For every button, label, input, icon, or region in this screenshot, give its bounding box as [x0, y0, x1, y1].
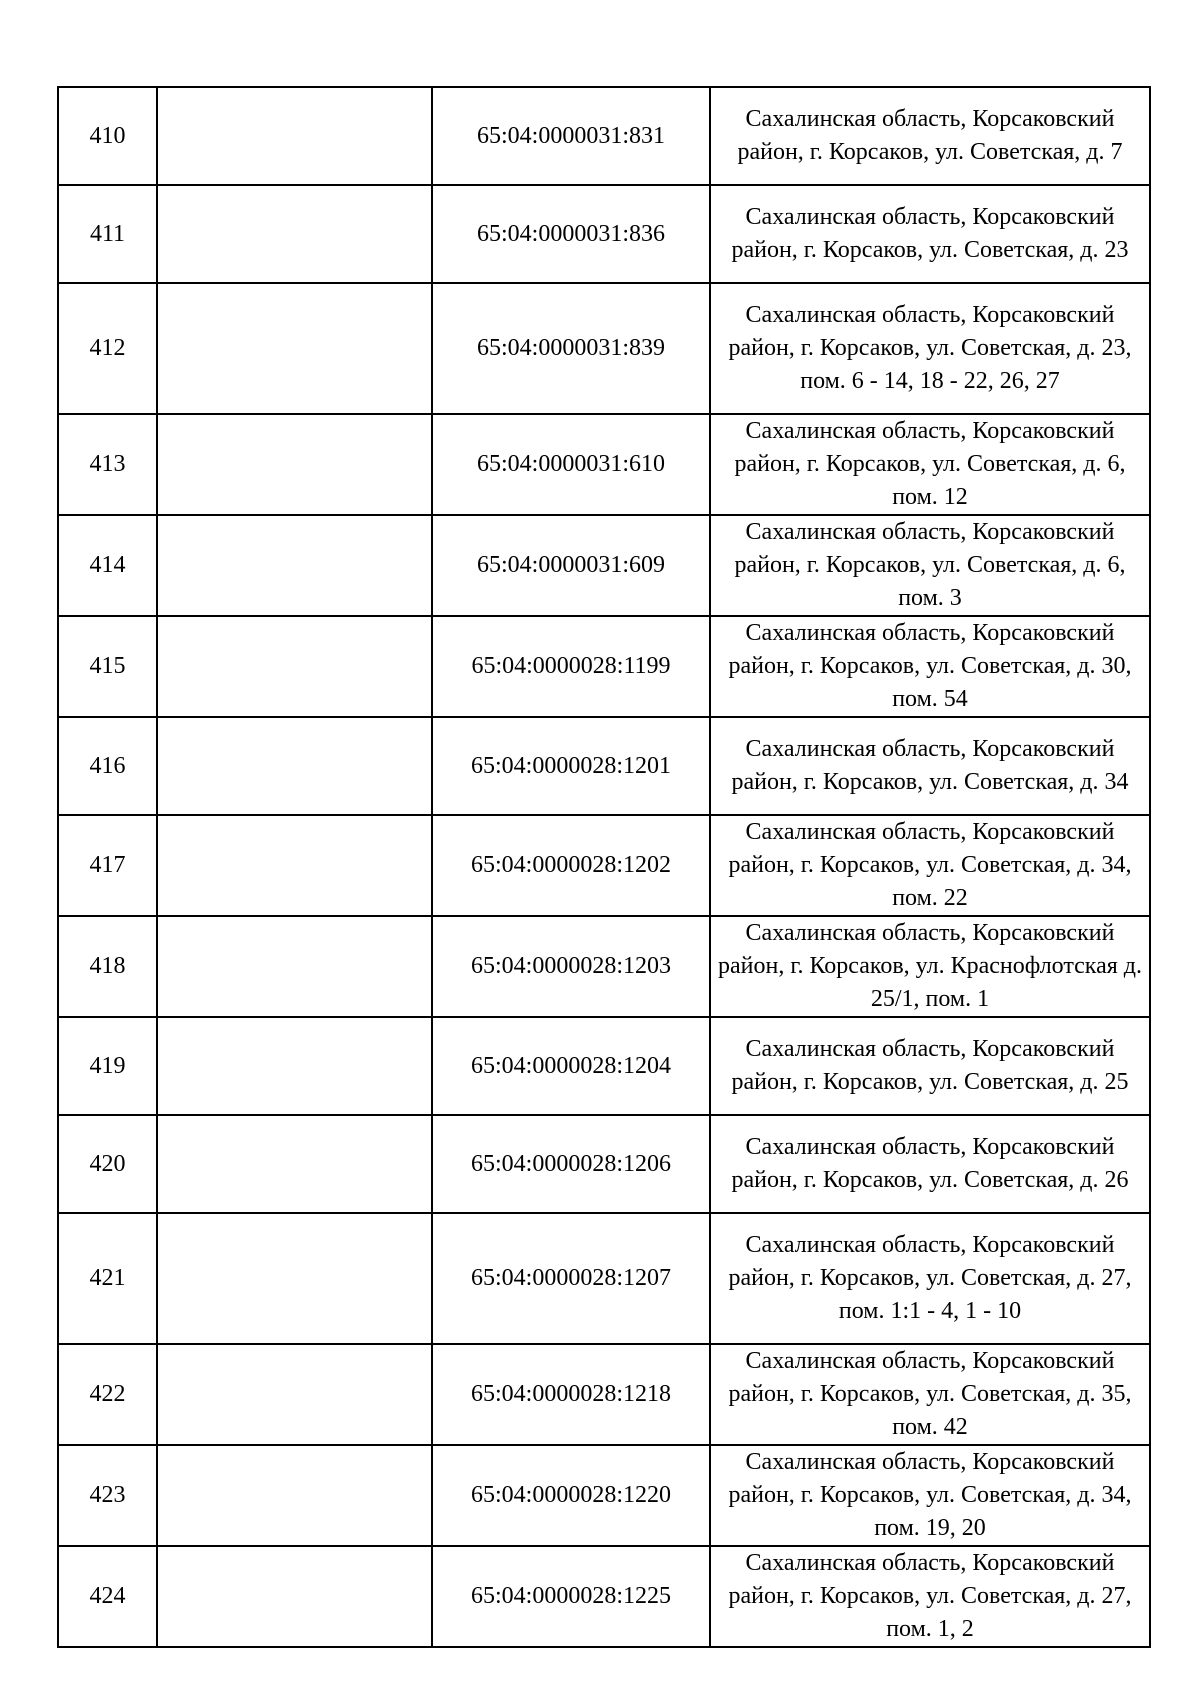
table-row	[58, 815, 1150, 916]
row-number: 415	[58, 616, 157, 717]
address: Сахалинская область, Корсаковский район, г. Корсаков, ул. Советская, д. 23, пом. 6 - 14, 18 - 22, 26, 27	[710, 283, 1150, 414]
object-name	[157, 515, 432, 616]
table-row	[58, 185, 1150, 283]
object-name	[157, 1344, 432, 1445]
table-row	[58, 717, 1150, 815]
cadastral-number: 65:04:0000031:610	[432, 414, 710, 515]
address: Сахалинская область, Корсаковский район, г. Корсаков, ул. Советская, д. 6, пом. 12	[710, 414, 1150, 515]
address: Сахалинская область, Корсаковский район, г. Корсаков, ул. Советская, д. 35, пом. 42	[710, 1344, 1150, 1445]
row-number: 421	[58, 1213, 157, 1344]
table-row	[58, 916, 1150, 1017]
address: Сахалинская область, Корсаковский район, г. Корсаков, ул. Советская, д. 34	[710, 717, 1150, 815]
cadastral-number: 65:04:0000028:1225	[432, 1546, 710, 1647]
row-number: 411	[58, 185, 157, 283]
address: Сахалинская область, Корсаковский район, г. Корсаков, ул. Советская, д. 27, пом. 1:1 - 4, 1 - 10	[710, 1213, 1150, 1344]
object-name	[157, 283, 432, 414]
cadastral-number: 65:04:0000028:1203	[432, 916, 710, 1017]
address: Сахалинская область, Корсаковский район, г. Корсаков, ул. Советская, д. 23	[710, 185, 1150, 283]
row-number: 410	[58, 87, 157, 185]
object-name	[157, 717, 432, 815]
object-name	[157, 87, 432, 185]
object-name	[157, 1445, 432, 1546]
object-name	[157, 1546, 432, 1647]
address: Сахалинская область, Корсаковский район, г. Корсаков, ул. Советская, д. 7	[710, 87, 1150, 185]
cadastral-number: 65:04:0000031:839	[432, 283, 710, 414]
row-number: 423	[58, 1445, 157, 1546]
row-number: 420	[58, 1115, 157, 1213]
row-number: 416	[58, 717, 157, 815]
cadastral-number: 65:04:0000028:1206	[432, 1115, 710, 1213]
table-row	[58, 616, 1150, 717]
object-name	[157, 815, 432, 916]
object-name	[157, 616, 432, 717]
row-number: 418	[58, 916, 157, 1017]
object-name	[157, 414, 432, 515]
table-row	[58, 414, 1150, 515]
cadastral-number: 65:04:0000028:1218	[432, 1344, 710, 1445]
row-number: 424	[58, 1546, 157, 1647]
object-name	[157, 1213, 432, 1344]
object-name	[157, 916, 432, 1017]
address: Сахалинская область, Корсаковский район, г. Корсаков, ул. Советская, д. 27, пом. 1, 2	[710, 1546, 1150, 1647]
row-number: 417	[58, 815, 157, 916]
table-row	[58, 1344, 1150, 1445]
address: Сахалинская область, Корсаковский район, г. Корсаков, ул. Советская, д. 34, пом. 19, 20	[710, 1445, 1150, 1546]
address: Сахалинская область, Корсаковский район, г. Корсаков, ул. Советская, д. 26	[710, 1115, 1150, 1213]
cadastral-number: 65:04:0000028:1204	[432, 1017, 710, 1115]
property-registry-table	[57, 86, 1151, 1648]
table-row	[58, 1213, 1150, 1344]
object-name	[157, 1017, 432, 1115]
table-row	[58, 515, 1150, 616]
cadastral-number: 65:04:0000028:1202	[432, 815, 710, 916]
table-row	[58, 1115, 1150, 1213]
cadastral-number: 65:04:0000028:1199	[432, 616, 710, 717]
cadastral-number: 65:04:0000031:836	[432, 185, 710, 283]
address: Сахалинская область, Корсаковский район, г. Корсаков, ул. Советская, д. 25	[710, 1017, 1150, 1115]
row-number: 419	[58, 1017, 157, 1115]
table-row	[58, 283, 1150, 414]
row-number: 412	[58, 283, 157, 414]
address: Сахалинская область, Корсаковский район, г. Корсаков, ул. Советская, д. 34, пом. 22	[710, 815, 1150, 916]
address: Сахалинская область, Корсаковский район, г. Корсаков, ул. Краснофлотская д. 25/1, пом. 1	[710, 916, 1150, 1017]
row-number: 414	[58, 515, 157, 616]
row-number: 413	[58, 414, 157, 515]
table-body	[58, 87, 1150, 1647]
cadastral-number: 65:04:0000028:1207	[432, 1213, 710, 1344]
table-row	[58, 87, 1150, 185]
address: Сахалинская область, Корсаковский район, г. Корсаков, ул. Советская, д. 30, пом. 54	[710, 616, 1150, 717]
object-name	[157, 185, 432, 283]
cadastral-number: 65:04:0000028:1220	[432, 1445, 710, 1546]
cadastral-number: 65:04:0000031:831	[432, 87, 710, 185]
object-name	[157, 1115, 432, 1213]
table-row	[58, 1017, 1150, 1115]
address: Сахалинская область, Корсаковский район, г. Корсаков, ул. Советская, д. 6, пом. 3	[710, 515, 1150, 616]
table-row	[58, 1445, 1150, 1546]
table-row	[58, 1546, 1150, 1647]
row-number: 422	[58, 1344, 157, 1445]
cadastral-number: 65:04:0000028:1201	[432, 717, 710, 815]
cadastral-number: 65:04:0000031:609	[432, 515, 710, 616]
